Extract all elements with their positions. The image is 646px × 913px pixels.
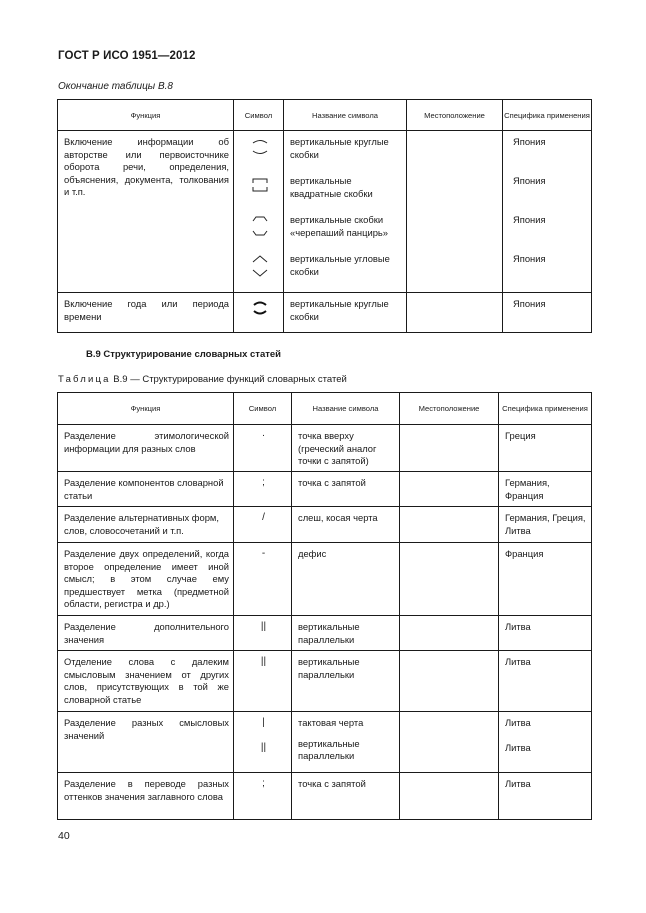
column-header-symbol-name: Название символа	[284, 100, 407, 131]
table-row	[58, 651, 592, 712]
location-cell	[400, 651, 499, 712]
function-cell: Разделение компонентов словарной статьи	[58, 472, 234, 507]
location-cell	[407, 131, 503, 293]
location-cell	[400, 507, 499, 543]
usage-cell: Литва	[499, 616, 592, 651]
table-b9	[57, 392, 592, 820]
usage-cell	[499, 712, 592, 773]
function-cell: Разделение разных смысловых значений	[58, 712, 234, 773]
usage-value: Литва	[505, 741, 531, 753]
tortoise-shell-brackets-vertical-icon	[240, 215, 279, 255]
usage-cell: Литва	[499, 773, 592, 820]
table-row	[58, 507, 592, 543]
usage-cell: Греция	[499, 425, 592, 472]
symbol-cell	[234, 131, 284, 293]
symbol-name-cell	[284, 131, 407, 293]
symbol-name-cell: вертикальные параллельки	[292, 616, 400, 651]
usage-cell: Литва	[499, 651, 592, 712]
symbol-cell	[234, 425, 292, 472]
table-caption-text: В.9 — Структурирование функций словарных статей	[110, 374, 347, 385]
symbol-cell	[234, 507, 292, 543]
table-b9-caption	[58, 374, 347, 385]
symbol-cell	[234, 472, 292, 507]
usage-value: Япония	[513, 253, 546, 264]
location-cell	[400, 712, 499, 773]
table-row	[58, 616, 592, 651]
table-b8-caption: Окончание таблицы В.8	[58, 81, 173, 92]
location-cell	[400, 773, 499, 820]
symbol-name: тактовая черта	[298, 717, 364, 728]
symbol-name-cell: точка с запятой	[292, 472, 400, 507]
table-header-row	[58, 100, 592, 131]
symbol-cell	[234, 712, 292, 773]
document-header: ГОСТ Р ИСО 1951—2012	[58, 50, 196, 62]
symbol-glyph: -	[261, 548, 266, 559]
page-number: 40	[58, 830, 70, 842]
location-cell	[400, 425, 499, 472]
function-cell: Включение информации об авторстве или первоисточнике оборота речи, определения, объяснения, документа, толкования и т.п.	[58, 131, 234, 293]
column-header-usage: Специфика применения	[503, 100, 592, 131]
symbol-name-cell: дефис	[292, 543, 400, 616]
location-cell	[407, 293, 503, 333]
function-cell: Включение года или периода времени	[58, 293, 234, 333]
usage-cell: Франция	[499, 543, 592, 616]
table-b8	[57, 99, 592, 333]
function-cell: Разделение альтернативных форм, слов, словосочетаний и т.п.	[58, 507, 234, 543]
usage-cell: Германия, Греция, Литва	[499, 507, 592, 543]
location-cell	[400, 543, 499, 616]
usage-value: Литва	[505, 717, 531, 728]
symbol-glyph: |	[262, 717, 265, 728]
angle-brackets-vertical-icon	[240, 255, 279, 289]
column-header-location: Местоположение	[400, 393, 499, 425]
symbol-name-cell	[292, 712, 400, 773]
column-header-function: Функция	[58, 393, 234, 425]
symbol-glyph: ||	[260, 741, 267, 753]
location-cell	[400, 472, 499, 507]
symbol-cell	[234, 773, 292, 820]
symbol-name: вертикальные параллельки	[298, 737, 360, 762]
column-header-usage: Специфика применения	[499, 393, 592, 425]
column-header-symbol: Символ	[234, 393, 292, 425]
symbol-name-cell: вертикальные параллельки	[292, 651, 400, 712]
function-cell: Разделение в переводе разных оттенков значения заглавного слова	[58, 773, 234, 820]
symbol-cell	[234, 293, 284, 333]
column-header-location: Местоположение	[407, 100, 503, 131]
usage-value: Япония	[513, 175, 546, 186]
table-row	[58, 472, 592, 507]
function-cell: Отделение слова с далеким смысловым значением от других слов, присутствующих в той же словарной статье	[58, 651, 234, 712]
table-caption-label: Таблица	[58, 374, 111, 385]
column-header-function: Функция	[58, 100, 234, 131]
section-title: В.9 Структурирование словарных статей	[86, 349, 282, 360]
location-cell	[400, 616, 499, 651]
table-row	[58, 543, 592, 616]
table-row	[58, 425, 592, 472]
symbol-cell	[234, 543, 292, 616]
symbol-glyph: ||	[260, 621, 267, 632]
table-row	[58, 712, 592, 773]
symbol-name: вертикальные угловые скобки	[290, 253, 390, 277]
symbol-name: вертикальные квадратные скобки	[290, 175, 373, 199]
symbol-glyph: ;	[262, 778, 265, 789]
usage-value: Япония	[513, 214, 546, 225]
symbol-name-cell: точка с запятой	[292, 773, 400, 820]
usage-cell: Япония	[503, 293, 592, 333]
round-brackets-vertical-bold-icon	[240, 298, 279, 317]
symbol-name-cell: слеш, косая черта	[292, 507, 400, 543]
symbol-glyph: ·	[261, 430, 266, 441]
symbol-name-cell: точка вверху (греческий аналог точки с запятой)	[292, 425, 400, 472]
symbol-glyph: /	[262, 512, 265, 523]
symbol-cell	[234, 616, 292, 651]
usage-cell: Германия, Франция	[499, 472, 592, 507]
table-row	[58, 293, 592, 333]
column-header-symbol: Символ	[234, 100, 284, 131]
square-brackets-vertical-icon	[240, 176, 279, 215]
symbol-name: вертикальные круглые скобки	[290, 136, 389, 160]
symbol-glyph: ||	[260, 656, 267, 667]
symbol-name: вертикальные скобки «черепаший панцирь»	[290, 214, 389, 238]
table-header-row	[58, 393, 592, 425]
function-cell: Разделение этимологической информации для разных слов	[58, 425, 234, 472]
function-cell: Разделение двух определений, когда второе определение имеет иной смысл; в этом случае ему предшествует метка (предметной области, регистра и др.)	[58, 543, 234, 616]
symbol-name-cell: вертикальные круглые скобки	[284, 293, 407, 333]
function-cell: Разделение дополнительного значения	[58, 616, 234, 651]
column-header-symbol-name: Название символа	[292, 393, 400, 425]
usage-value: Япония	[513, 136, 546, 147]
table-row	[58, 131, 592, 293]
table-row	[58, 773, 592, 820]
usage-cell	[503, 131, 592, 293]
symbol-glyph: ;	[262, 477, 265, 488]
symbol-cell	[234, 651, 292, 712]
round-brackets-vertical-icon	[240, 136, 279, 176]
